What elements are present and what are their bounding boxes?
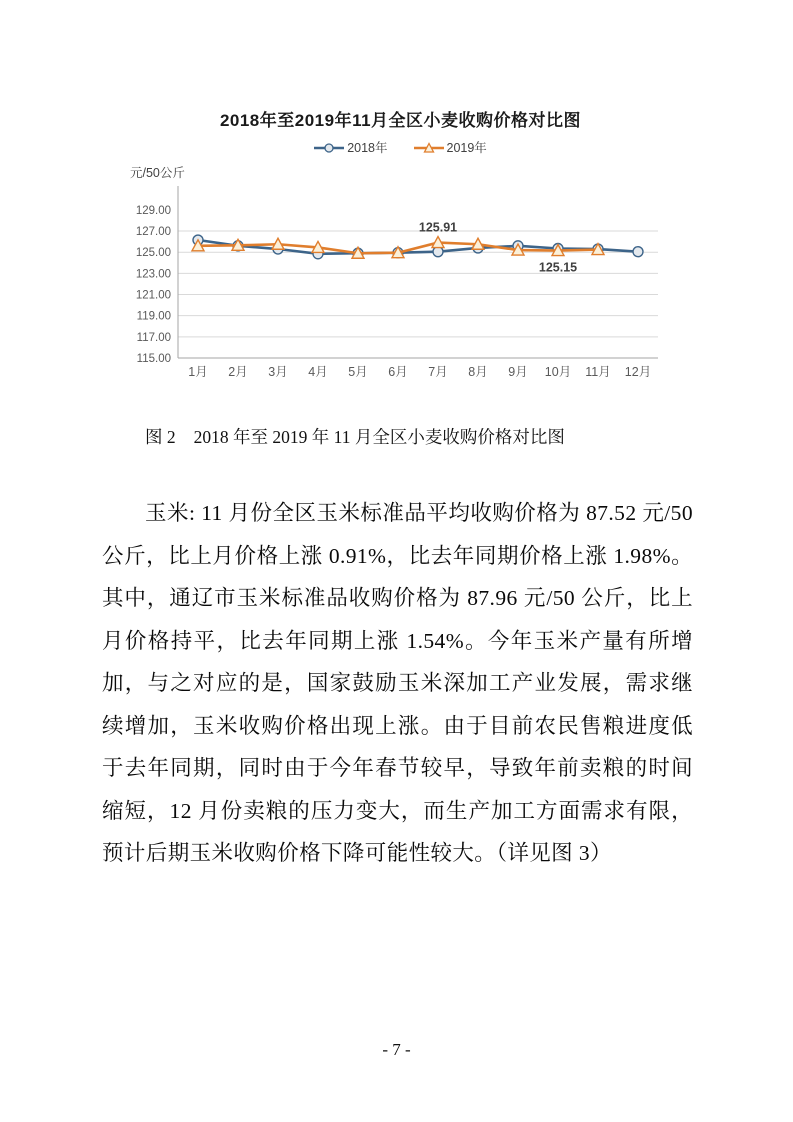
svg-text:7月: 7月 <box>428 365 448 379</box>
page-number: - 7 - <box>382 1040 411 1059</box>
legend-item-2018年 <box>314 138 387 156</box>
chart-plot-area <box>128 180 673 392</box>
svg-text:115.00: 115.00 <box>136 353 171 365</box>
legend-triangle-icon <box>414 141 444 154</box>
svg-text:9月: 9月 <box>508 365 528 379</box>
svg-text:117.00: 117.00 <box>136 331 171 344</box>
legend-label: 2019年 <box>446 141 487 155</box>
svg-text:6月: 6月 <box>388 365 408 379</box>
data-label: 125.91 <box>418 220 458 235</box>
svg-text:125.00: 125.00 <box>135 247 171 260</box>
svg-text:11月: 11月 <box>585 365 611 379</box>
svg-text:3月: 3月 <box>268 365 288 379</box>
svg-text:123.00: 123.00 <box>135 268 171 281</box>
wheat-price-chart-figure <box>128 106 673 411</box>
svg-text:119.00: 119.00 <box>136 310 171 323</box>
svg-text:8月: 8月 <box>468 365 488 379</box>
x-axis-labels <box>188 365 651 379</box>
figure-caption <box>145 424 565 449</box>
corn-price-paragraph: 玉米: 11 月份全区玉米标准品平均收购价格为 87.52 元/50 公斤，比上月价格上涨 0.91%，比去年同期价格上涨 1.98%。其中，通辽市玉米标准品收购价格为 87.96 元/50 公斤，比上月价格持平，比去年同期上涨 1.54%。今年玉米产量有所增加，与之对应的是，国家鼓励玉米深加工产业发展，需求继续增加，玉米收购价格出现上涨。由于目前农民售粮进度低于去年同期，同时由于今年春节较早，导致年前卖粮的时间缩短，12 月份卖粮的压力变大，而生产加工方面需求有限，预计后期玉米收购价格下降可能性较大。（详见图 3） <box>102 501 693 865</box>
svg-text:121.00: 121.00 <box>135 289 171 302</box>
svg-text:2月: 2月 <box>228 365 248 379</box>
chart-legend <box>128 138 673 156</box>
svg-text:1月: 1月 <box>188 365 208 379</box>
figure-caption-text: 2018 年至 2019 年 11 月全区小麦收购价格对比图 <box>193 427 565 447</box>
chart-title: 2018年至2019年11月全区小麦收购价格对比图 <box>219 111 582 130</box>
y-gridlines <box>136 205 658 365</box>
legend-item-2019年 <box>414 138 487 156</box>
svg-text:12月: 12月 <box>624 365 652 379</box>
data-label: 125.15 <box>538 260 578 275</box>
svg-text:5月: 5月 <box>348 365 368 379</box>
svg-text:10月: 10月 <box>544 365 572 379</box>
legend-circle-icon <box>314 141 344 154</box>
legend-label: 2018年 <box>347 141 388 155</box>
marker-circle <box>633 247 643 257</box>
svg-text:129.00: 129.00 <box>135 204 171 217</box>
svg-text:4月: 4月 <box>308 365 328 379</box>
figure-caption-label: 图 2 <box>145 427 176 447</box>
svg-text:127.00: 127.00 <box>135 226 171 239</box>
y-axis-unit-label: 元/50公斤 <box>130 166 185 180</box>
